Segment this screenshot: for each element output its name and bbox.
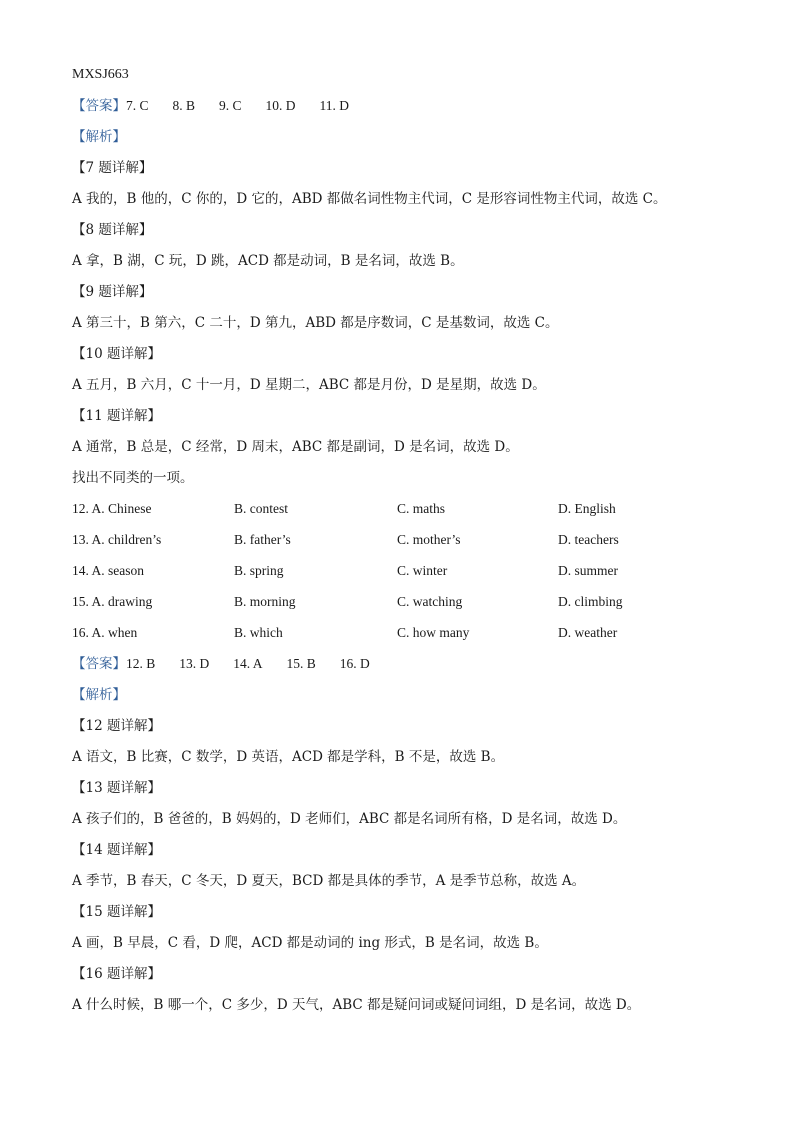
answer-item: 7. C: [126, 98, 149, 113]
question-row: [72, 591, 732, 622]
detail-text: A 语文，B 比赛，C 数学，D 英语，ACD 都是学科，B 不是，故选 B。: [72, 749, 505, 765]
detail-heading: 【13 题详解】: [72, 780, 161, 796]
option-a: 12. A. Chinese: [72, 501, 152, 516]
detail-heading: 【10 题详解】: [72, 346, 161, 362]
detail-text: A 画，B 早晨，C 看，D 爬，ACD 都是动词的 ing 形式，B 是名词，故选 B。: [72, 935, 548, 951]
document-id: MXSJ663: [72, 67, 129, 82]
option-d: D. weather: [558, 625, 618, 640]
option-b: B. contest: [234, 501, 288, 516]
answer-item: 15. B: [286, 656, 316, 671]
detail-heading: 【16 题详解】: [72, 966, 161, 982]
detail-text: A 我的，B 他的，C 你的，D 它的，ABD 都做名词性物主代词，C 是形容词性物主代词，故选 C。: [72, 191, 667, 207]
answer-item: 8. B: [172, 98, 196, 113]
detail-text: A 通常，B 总是，C 经常，D 周末，ABC 都是副词，D 是名词，故选 D。: [72, 439, 519, 455]
detail-heading: 【7 题详解】: [72, 160, 153, 176]
detail-text: A 什么时候，B 哪一个，C 多少，D 天气，ABC 都是疑问词或疑问词组，D 是名词，故选 D。: [72, 997, 641, 1013]
detail-heading: 【9 题详解】: [72, 284, 153, 300]
answer-tag: 【答案】: [72, 656, 126, 672]
detail-text: A 第三十，B 第六，C 二十，D 第九，ABD 都是序数词，C 是基数词，故选 C。: [72, 315, 559, 331]
option-d: D. climbing: [558, 594, 623, 609]
detail-text: A 拿，B 湖，C 玩，D 跳，ACD 都是动词，B 是名词，故选 B。: [72, 253, 464, 269]
detail-text: A 季节，B 春天，C 冬天，D 夏天，BCD 都是具体的季节，A 是季节总称，故选 A。: [72, 873, 586, 889]
answer-item: 10. D: [265, 98, 296, 113]
detail-heading: 【8 题详解】: [72, 222, 153, 238]
answer-line-1: [72, 95, 732, 126]
option-b: B. father’s: [234, 532, 291, 547]
answer-line-2: [72, 653, 732, 684]
analysis-tag: 【解析】: [72, 687, 126, 703]
analysis-heading-2: [72, 684, 732, 715]
option-b: B. spring: [234, 563, 284, 578]
detail-text: A 孩子们的，B 爸爸的，B 妈妈的，D 老师们，ABC 都是名词所有格，D 是名词，故选 D。: [72, 811, 627, 827]
analysis-tag: 【解析】: [72, 129, 126, 145]
option-c: C. maths: [397, 501, 446, 516]
detail-heading: 【12 题详解】: [72, 718, 161, 734]
answer-item: 12. B: [126, 656, 156, 671]
answer-item: 16. D: [339, 656, 370, 671]
option-b: B. morning: [234, 594, 296, 609]
option-d: D. summer: [558, 563, 618, 578]
option-a: 13. A. children’s: [72, 532, 162, 547]
answer-item: 9. C: [219, 98, 242, 113]
question-row: [72, 622, 732, 653]
answer-item: 13. D: [179, 656, 210, 671]
question-row: [72, 529, 732, 560]
detail-text: A 五月，B 六月，C 十一月，D 星期二，ABC 都是月份，D 是星期，故选 D。: [72, 377, 546, 393]
question-row: [72, 498, 732, 529]
answer-item: 14. A: [233, 656, 263, 671]
detail-heading: 【15 题详解】: [72, 904, 161, 920]
question-row: [72, 560, 732, 591]
option-d: D. English: [558, 501, 616, 516]
question-instruction: 找出不同类的一项。: [72, 470, 194, 486]
analysis-heading-1: [72, 126, 732, 157]
option-c: C. winter: [397, 563, 448, 578]
option-c: C. mother’s: [397, 532, 461, 547]
document-page: [72, 64, 732, 1025]
option-c: C. how many: [397, 625, 470, 640]
option-d: D. teachers: [558, 532, 619, 547]
option-a: 15. A. drawing: [72, 594, 153, 609]
option-c: C. watching: [397, 594, 463, 609]
answer-item: 11. D: [319, 98, 350, 113]
detail-heading: 【11 题详解】: [72, 408, 161, 424]
option-b: B. which: [234, 625, 283, 640]
answer-tag: 【答案】: [72, 98, 126, 114]
detail-heading: 【14 题详解】: [72, 842, 161, 858]
option-a: 16. A. when: [72, 625, 138, 640]
option-a: 14. A. season: [72, 563, 144, 578]
